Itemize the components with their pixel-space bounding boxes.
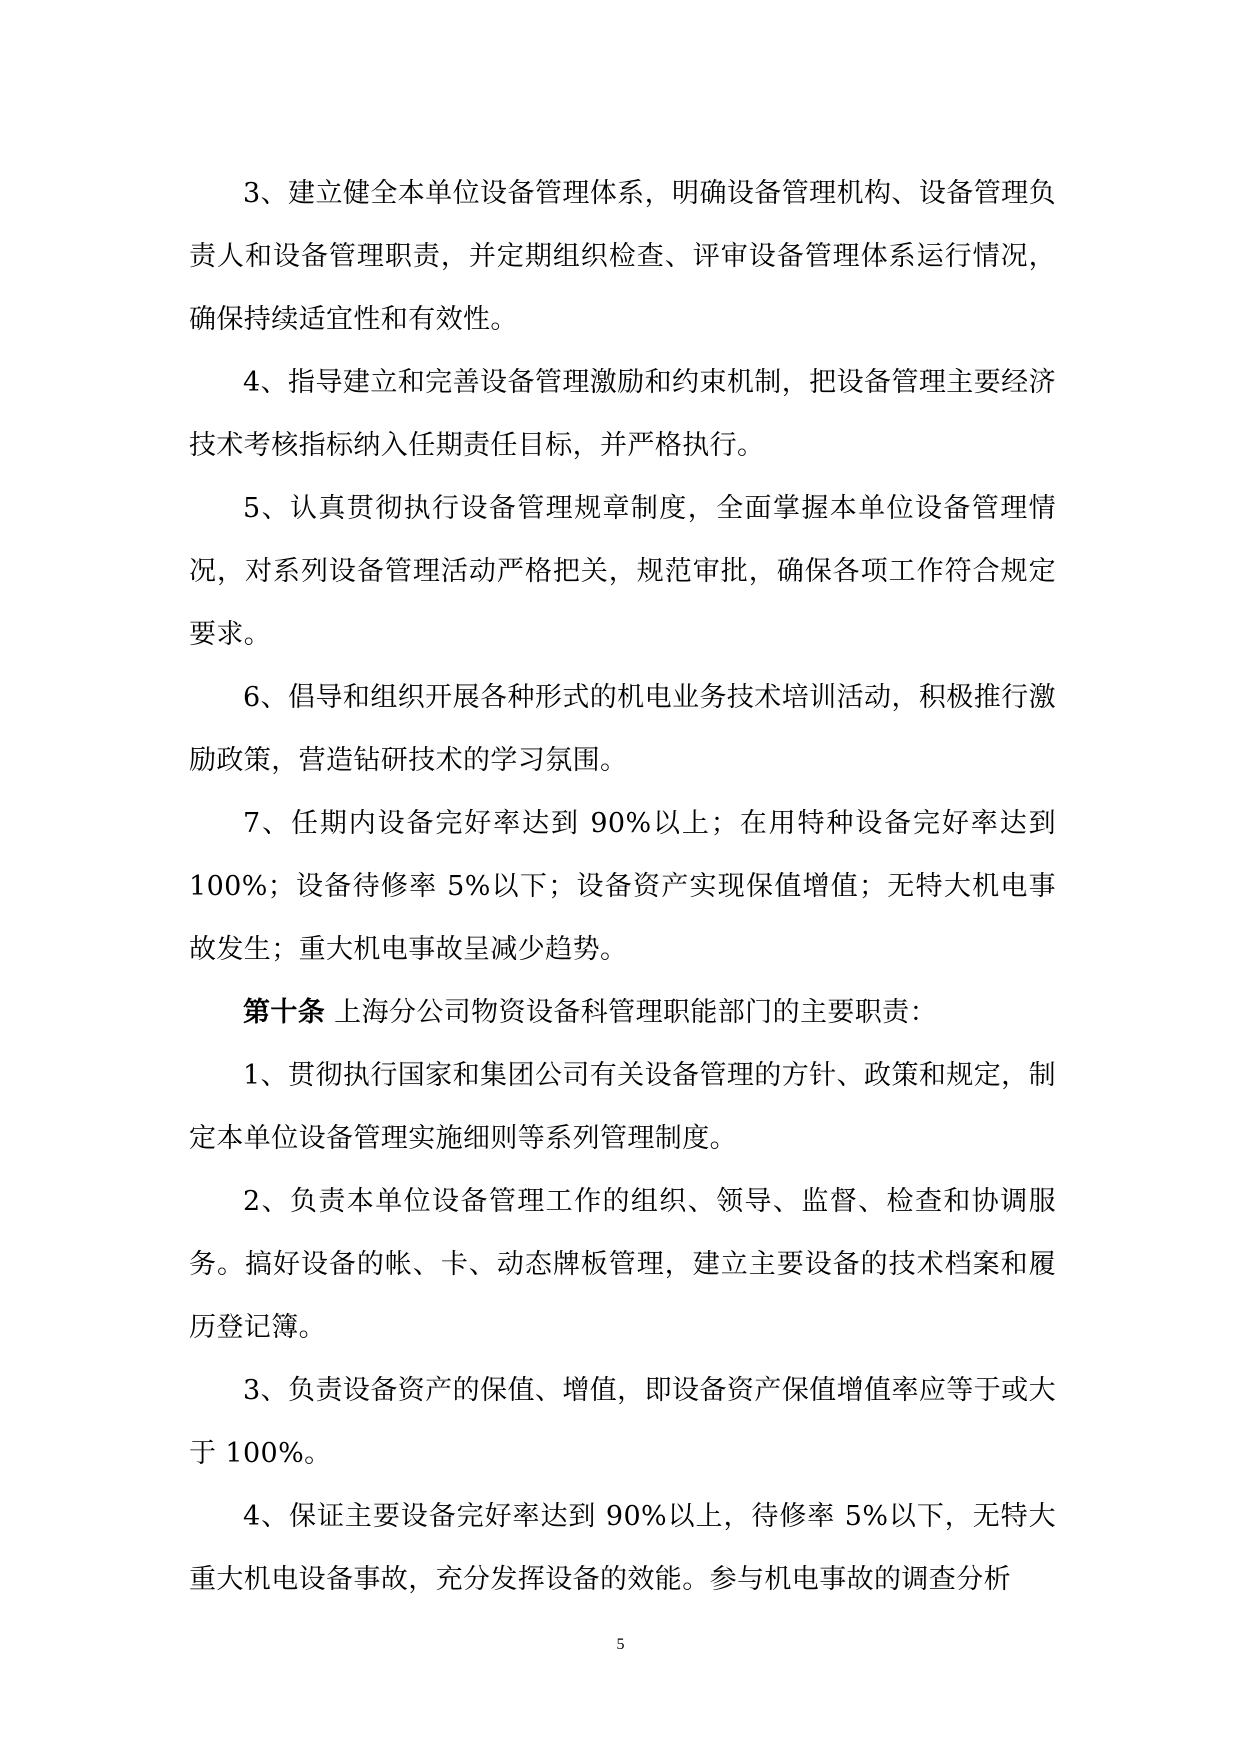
page-number: 5 (616, 1636, 625, 1653)
paragraph-item-6: 6、倡导和组织开展各种形式的机电业务技术培训活动，积极推行激励政策，营造钻研技术的学习氛围。 (189, 682, 1056, 776)
article-item-3: 3、负责设备资产的保值、增值，即设备资产保值增值率应等于或大于 100%。 (189, 1375, 1056, 1469)
paragraph-item-5: 5、认真贯彻执行设备管理规章制度，全面掌握本单位设备管理情况，对系列设备管理活动严格把关，规范审批，确保各项工作符合规定要求。 (189, 493, 1056, 650)
article-label: 第十条 (243, 997, 326, 1028)
body-text (189, 162, 1056, 1611)
article-item-1: 1、贯彻执行国家和集团公司有关设备管理的方针、政策和规定，制定本单位设备管理实施细则等系列管理制度。 (189, 1060, 1056, 1154)
paragraph-item-3: 3、建立健全本单位设备管理体系，明确设备管理机构、设备管理负责人和设备管理职责，并定期组织检查、评审设备管理体系运行情况，确保持续适宜性和有效性。 (189, 178, 1056, 335)
article-heading-text: 上海分公司物资设备科管理职能部门的主要职责： (325, 997, 937, 1028)
paragraph-item-7: 7、任期内设备完好率达到 90%以上；在用特种设备完好率达到 100%；设备待修率 5%以下；设备资产实现保值增值；无特大机电事故发生；重大机电事故呈减少趋势。 (189, 808, 1056, 965)
paragraph-item-4: 4、指导建立和完善设备管理激励和约束机制，把设备管理主要经济技术考核指标纳入任期责任目标，并严格执行。 (189, 367, 1056, 461)
article-item-2: 2、负责本单位设备管理工作的组织、领导、监督、检查和协调服务。搞好设备的帐、卡、动态牌板管理，建立主要设备的技术档案和履历登记簿。 (189, 1186, 1056, 1343)
article-heading (189, 981, 1056, 1044)
article-item-4: 4、保证主要设备完好率达到 90%以上，待修率 5%以下，无特大重大机电设备事故，充分发挥设备的效能。参与机电事故的调查分析 (189, 1501, 1056, 1595)
